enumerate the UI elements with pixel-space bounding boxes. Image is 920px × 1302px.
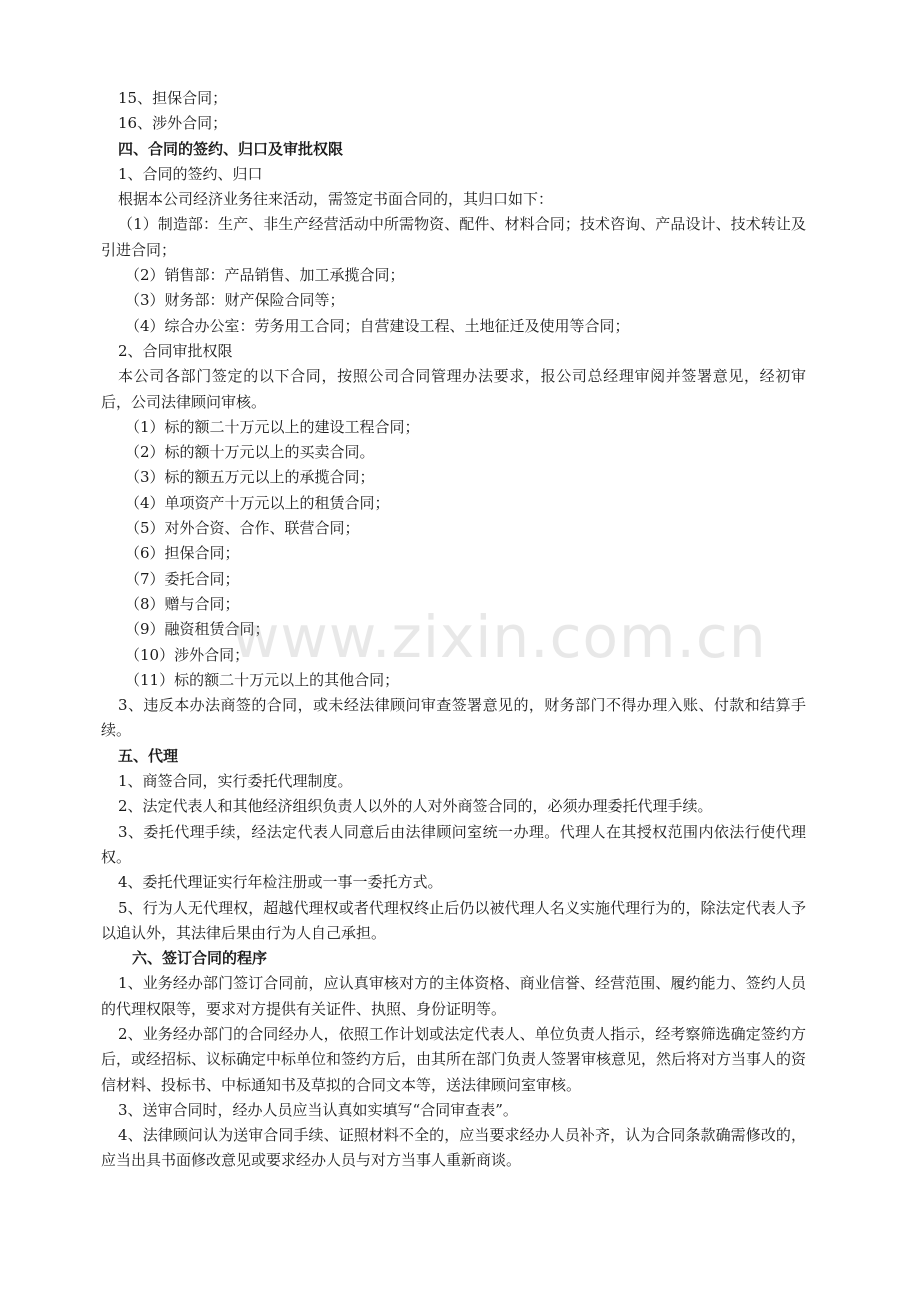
section-heading-6: 六、签订合同的程序 [132,949,268,968]
item-16: 16、涉外合同； [118,114,228,133]
list-item: （9）融资租赁合同； [125,620,270,639]
paragraph: 2、法定代表人和其他经济组织负责人以外的人对外商签合同的，必须办理委托代理手续。 [118,797,713,816]
subsection-heading: 1、合同的签约、归口 [118,164,263,183]
document-body [101,86,806,1174]
paragraph: 3、违反本办法商签的合同，或未经法律顾问审查签署意见的，财务部门不得办理入账、付款和结算手续。 [101,696,806,740]
paragraph: 4、委托代理证实行年检注册或一事一委托方式。 [118,873,443,892]
list-item: （7）委托合同； [125,569,240,588]
paragraph: 3、委托代理手续，经法定代表人同意后由法律顾问室统一办理。代理人在其授权范围内依法行使代理权。 [101,822,806,866]
item-15: 15、担保合同； [118,89,228,107]
list-item: （2）销售部：产品销售、加工承揽合同； [125,266,405,285]
list-item: （3）财务部：财产保险合同等； [125,291,345,310]
list-item: （4）综合办公室：劳务用工合同；自营建设工程、土地征迁及使用等合同； [125,316,630,335]
list-item: （6）担保合同； [125,544,240,563]
paragraph: 2、业务经办部门的合同经办人，依照工作计划或法定代表人、单位负责人指示，经考察筛选确定签约方后，或经招标、议标确定中标单位和签约方后，由其所在部门负责人签署审核意见，然后将对方当事人的资信材料、投标书、中标通知书及草拟的合同文本等，送法律顾问室审核。 [101,1024,806,1094]
list-item: （5）对外合资、合作、联营合同； [125,519,360,538]
paragraph: 3、送审合同时，经办人员应当认真如实填写“合同审查表”。 [118,1100,518,1119]
list-item: （8）赠与合同； [125,594,240,613]
list-item: （11）标的额二十万元以上的其他合同； [125,670,400,689]
list-item: （2）标的额十万元以上的买卖合同。 [125,443,375,462]
paragraph: 5、行为人无代理权，超越代理权或者代理权终止后仍以被代理人名义实施代理行为的，除法定代表人予以追认外，其法律后果由行为人自己承担。 [101,898,806,942]
paragraph: 根据本公司经济业务往来活动，需签定书面合同的，其归口如下： [118,190,554,209]
watermark-text: www.zixin.com.cn [232,603,767,671]
list-item: （10）涉外合同； [125,645,250,664]
section-heading-4: 四、合同的签约、归口及审批权限 [118,139,344,158]
paragraph: 1、业务经办部门签订合同前，应认真审核对方的主体资格、商业信誉、经营范围、履约能力、签约人员的代理权限等，要求对方提供有关证件、执照、身份证明等。 [101,974,806,1018]
paragraph: 4、法律顾问认为送审合同手续、证照材料不全的，应当要求经办人员补齐，认为合同条款确需修改的，应当出具书面修改意见或要求经办人员与对方当事人重新商谈。 [101,1126,806,1170]
paragraph: 本公司各部门签定的以下合同，按照公司合同管理办法要求，报公司总经理审阅并签署意见，经初审后，公司法律顾问审核。 [101,367,806,411]
list-item: （3）标的额五万元以上的承揽合同； [125,468,375,487]
list-item: （1）标的额二十万元以上的建设工程合同； [125,417,420,436]
list-item: （4）单项资产十万元以上的租赁合同； [125,493,390,512]
list-item: （1）制造部：生产、非生产经营活动中所需物资、配件、材料合同；技术咨询、产品设计、技术转让及引进合同； [101,215,806,259]
paragraph: 1、商签合同，实行委托代理制度。 [118,772,353,791]
section-heading-5: 五、代理 [118,746,179,765]
subsection-heading: 2、合同审批权限 [118,341,233,360]
